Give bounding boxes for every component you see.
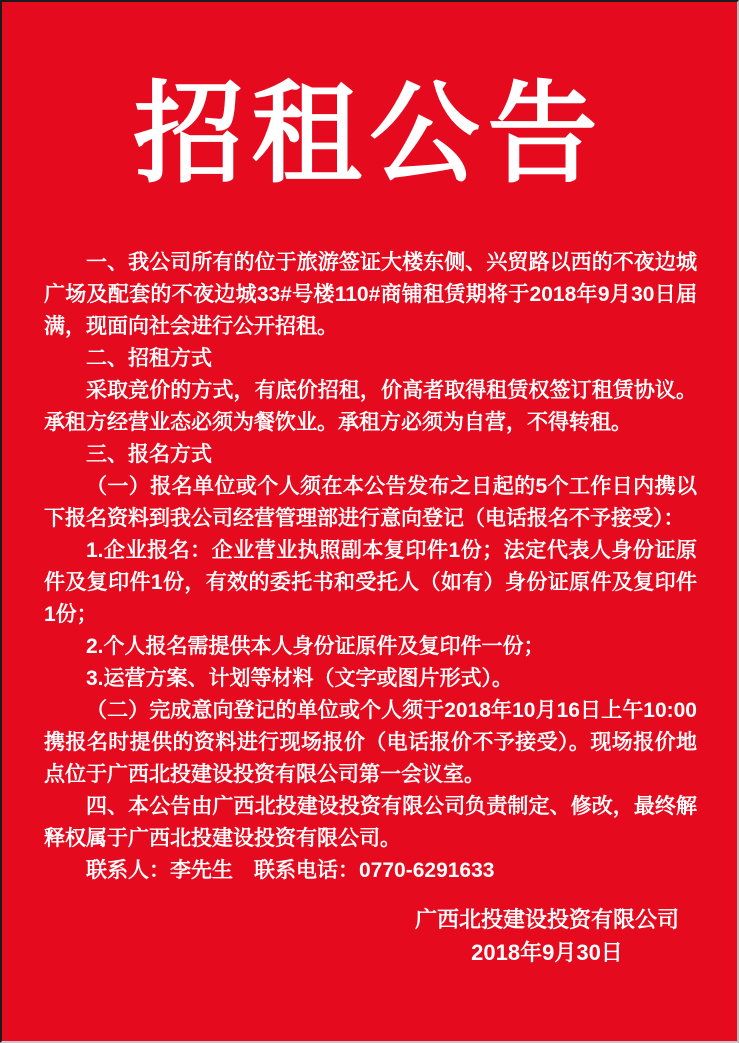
clause-enterprise-registration: 1.企业报名：企业营业执照副本复印件1份；法定代表人身份证原件及复印件1份，有效的委托书和受托人（如有）身份证原件及复印件1份； (44, 539, 697, 627)
clause-individual-registration: 2.个人报名需提供本人身份证原件及复印件一份； (86, 635, 545, 659)
contact-line: 联系人：李先生 联系电话：0770-6291633 (86, 859, 495, 883)
section-heading-registration: 三、报名方式 (86, 443, 212, 467)
signature-date: 2018年9月30日 (471, 940, 623, 966)
clause-operation-plan-materials: 3.运营方案、计划等材料（文字或图片形式）。 (86, 667, 514, 691)
poster-title: 招租公告 (133, 74, 606, 196)
clause-interpretation-rights: 四、本公告由广西北投建设投资有限公司负责制定、修改，最终解释权属于广西北投建设投资有限公司。 (44, 795, 697, 851)
clause-onsite-bidding: （二）完成意向登记的单位或个人须于2018年10月16日上午10:00携报名时提供的资料进行现场报价（电话报价不予接受）。现场报价地点位于广西北投建设投资有限公司第一会议室。 (44, 699, 697, 787)
signature-block (415, 903, 679, 969)
poster-body (44, 247, 697, 887)
clause-rental-method: 采取竞价的方式，有底价招租，价高者取得租赁权签订租赁协议。承租方经营业态必须为餐饮业。承租方必须为自营，不得转租。 (44, 379, 697, 435)
signature-company: 广西北投建设投资有限公司 (414, 907, 679, 933)
clause-registration-intro: （一）报名单位或个人须在本公告发布之日起的5个工作日内携以下报名资料到我公司经营管理部进行意向登记（电话报名不予接受）： (44, 475, 697, 531)
clause-property-overview: 一、我公司所有的位于旅游签证大楼东侧、兴贸路以西的不夜边城广场及配套的不夜边城33#号楼110#商铺租赁期将于2018年9月30日届满，现面向社会进行公开招租。 (44, 251, 697, 339)
section-heading-rental-method: 二、招租方式 (86, 347, 212, 371)
